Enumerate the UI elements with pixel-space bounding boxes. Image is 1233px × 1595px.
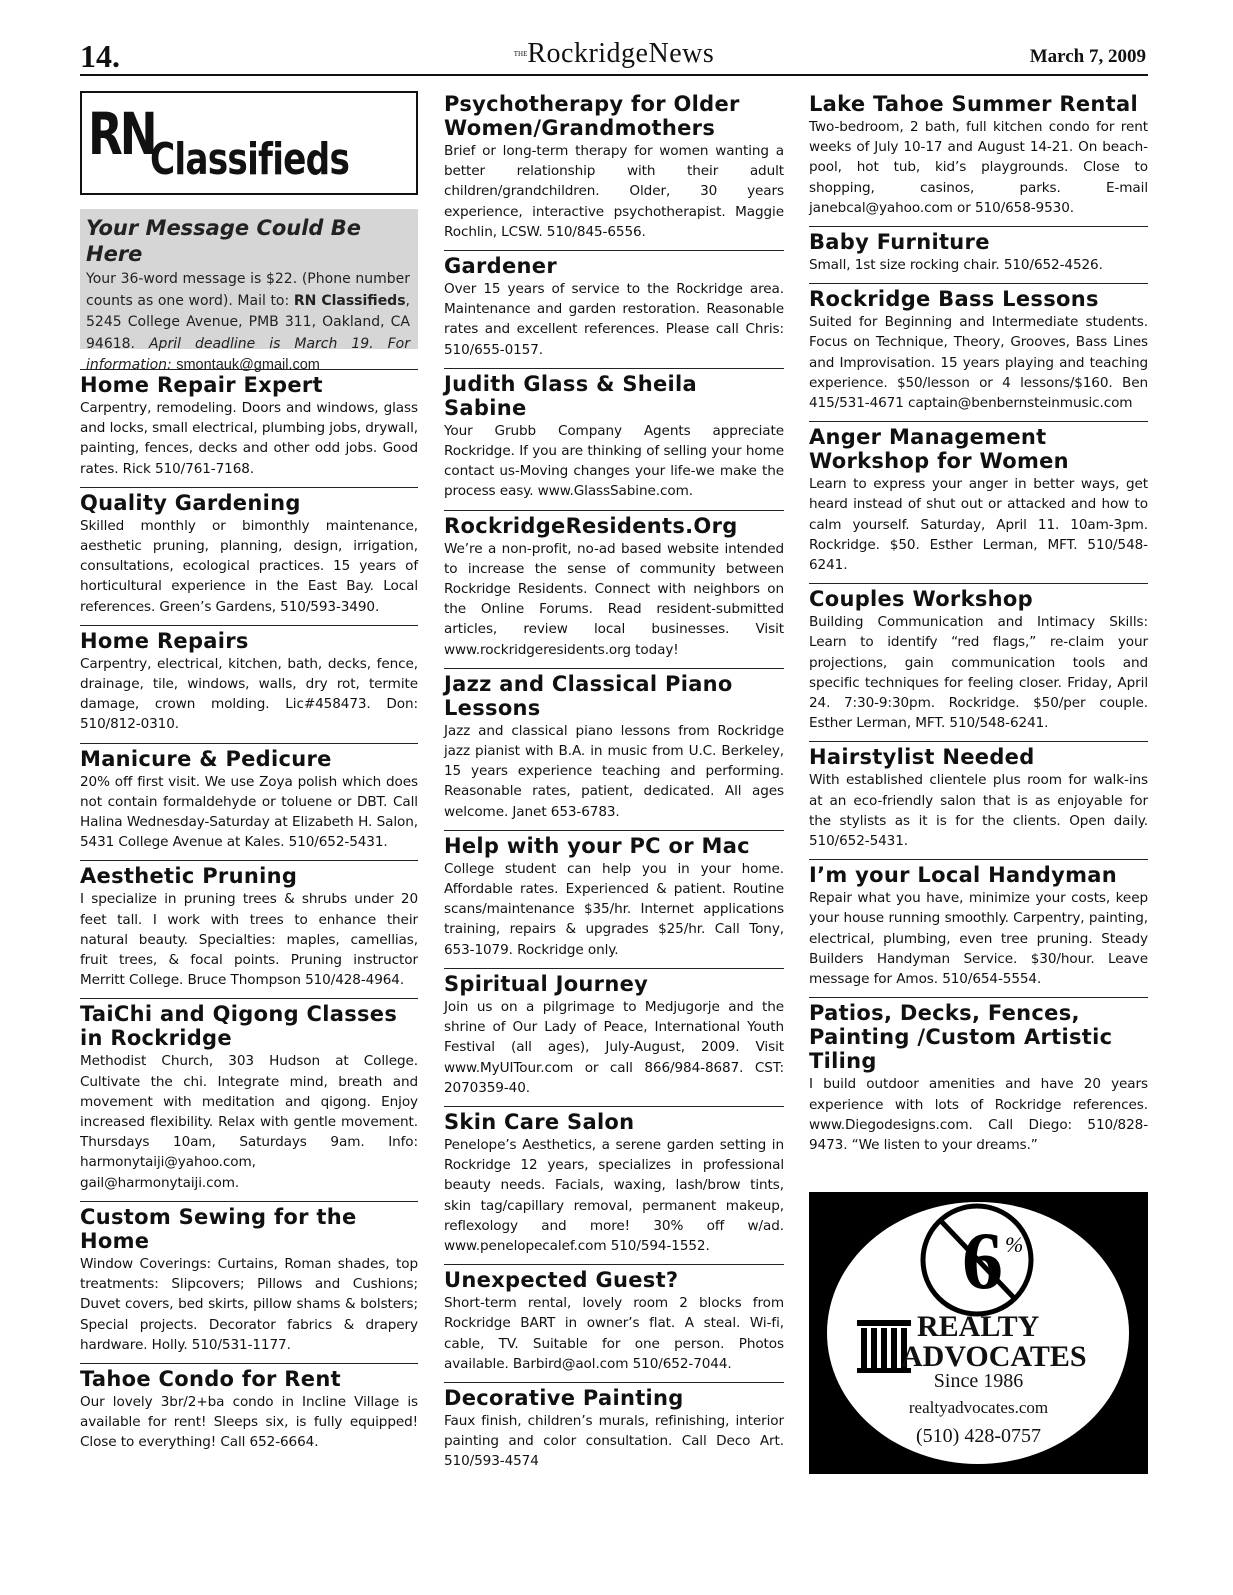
- ad-body: Carpentry, electrical, kitchen, bath, decks, fence, drainage, tile, windows, walls, dry rot, termite damage, crown molding. Lic#458473. Don: 510/812-0310.: [80, 655, 418, 733]
- column-2: [444, 92, 784, 1480]
- classified-ad: [80, 998, 418, 1192]
- ad-body: Building Communication and Intimacy Skills: Learn to identify “red flags,” re-claim your projections, gain communication tools and specific techniques for feeling closer. Friday, April 24. 7:30-9:30pm. Rockridge. $50/per couple. Esther Lerman, MFT. 510/548-6241.: [809, 614, 1148, 732]
- ad-body: Window Coverings: Curtains, Roman shades, top treatments: Slipcovers; Pillows and Cushions; Duvet covers, bed skirts, pillow shams & bolsters; Special projects. Decorator fabrics & drapery hardware. Holly. 510/531-1177.: [80, 1255, 418, 1353]
- ad-body: Faux finish, children’s murals, refinishing, interior painting and color consultation. Call Deco Art. 510/593-4574: [444, 1412, 784, 1470]
- classified-ad: [80, 487, 418, 617]
- ad-body: Carpentry, remodeling. Doors and windows, glass and locks, small electrical, plumbing jobs, drywall, painting, fences, decks and other odd jobs. Good rates. Rick 510/761-7168.: [80, 400, 418, 477]
- ad-title: Help with your PC or Mac: [444, 833, 750, 858]
- classified-ad: [444, 830, 784, 960]
- ad-title: Decorative Painting: [444, 1385, 684, 1410]
- ad-title: Couples Workshop: [809, 587, 1033, 612]
- column-1: [80, 92, 418, 1461]
- classified-ad: [809, 92, 1148, 218]
- promo-deadline: April deadline is March 19. For information:: [86, 335, 410, 373]
- classified-ad: [809, 283, 1148, 413]
- promo-title: Your Message Could Be Here: [86, 216, 362, 266]
- page-date: March 7, 2009: [1029, 46, 1146, 67]
- realty-url[interactable]: realtyadvocates.com: [908, 1398, 1049, 1417]
- logo-rn: RN: [88, 100, 155, 168]
- ad-title: Aesthetic Pruning: [80, 864, 298, 889]
- ad-title: Skin Care Salon: [444, 1109, 635, 1134]
- ad-body: Two-bedroom, 2 bath, full kitchen condo for rent weeks of July 10-17 and August 14-21. On beach- pool, hot tub, kid’s playgrounds. Close to shopping, casinos, parks. E-mail janebcal@yahoo.com or 510/658-9530.: [809, 119, 1148, 216]
- promo-bold: RN Classifieds: [293, 292, 406, 309]
- brand-line-1: REALTY: [917, 1310, 1040, 1343]
- promo-box: [80, 209, 418, 373]
- ad-title: Spiritual Journey: [444, 971, 649, 996]
- since-1986: Since 1986: [933, 1370, 1024, 1392]
- classified-ad: [80, 860, 418, 990]
- classified-ad: [80, 625, 418, 735]
- percent-glyph: %: [1005, 1232, 1024, 1257]
- ad-title: Rockridge Bass Lessons: [809, 287, 1099, 312]
- masthead-title: RockridgeNews: [527, 38, 715, 69]
- ad-body: I build outdoor amenities and have 20 years experience with lots of Rockridge references. www.Diegodesigns.com. Call Diego: 510/828-9473. “We listen to your dreams.”: [809, 1076, 1148, 1153]
- classified-ad: [444, 1382, 784, 1472]
- ad-body: Join us on a pilgrimage to Medjugorje and the shrine of Our Lady of Peace, International Youth Festival (all ages), July-August, 2009. Visit www.MyUITour.com or call 866/984-8687. CST: 2070359-40.: [444, 998, 784, 1096]
- logo-classifieds: Classifieds: [150, 134, 350, 185]
- classifieds-logo: [80, 91, 418, 195]
- classified-ad: [444, 250, 784, 360]
- ad-title: Quality Gardening: [80, 490, 301, 515]
- classified-ad: [80, 369, 418, 479]
- classified-ad: [809, 997, 1148, 1155]
- masthead-the: THE: [513, 50, 528, 58]
- ad-body: Your Grubb Company Agents appreciate Rockridge. If you are thinking of selling your home contact us-Moving changes your life-we make the process easy. www.GlassSabine.com.: [444, 422, 784, 500]
- ad-list-1: [80, 369, 418, 1453]
- column-3: [809, 92, 1148, 1163]
- ad-body: Jazz and classical piano lessons from Rockridge jazz pianist with B.A. in music from U.C. Berkeley, 15 years experience teaching and performing. Reasonable rates, patient, dedicated. All ages welcome. Janet 653-6783.: [444, 722, 784, 820]
- classified-ad: [444, 1106, 784, 1256]
- masthead: [80, 38, 1148, 70]
- classified-ad: [444, 668, 784, 822]
- ad-title: Psychotherapy for Older Women/Grandmothers: [444, 92, 740, 140]
- ad-title: Hairstylist Needed: [809, 745, 1035, 770]
- ad-title: Lake Tahoe Summer Rental: [809, 92, 1138, 116]
- ad-body: Short-term rental, lovely room 2 blocks from Rockridge BART in owner’s flat. A steal. Wi-fi, cable, TV. Suitable for one person. Photos available. Barbird@aol.com 510/652-7044.: [444, 1295, 784, 1372]
- ad-title: TaiChi and Qigong Classes in Rockridge: [80, 1002, 398, 1051]
- ad-title: Home Repair Expert: [80, 373, 323, 397]
- promo-text-1: Your 36-word message is $22. (Phone number counts as one word). Mail to:: [86, 271, 410, 309]
- ad-title: Custom Sewing for the Home: [80, 1204, 357, 1253]
- classified-ad: [809, 421, 1148, 575]
- ad-title: Judith Glass & Sheila Sabine: [444, 371, 698, 420]
- ad-title: Home Repairs: [80, 628, 249, 653]
- ad-body: With established clientele plus room for walk-ins at an eco-friendly salon that is as enjoyable for the stylists as it is for the clients. Open daily. 510/652-5431.: [809, 772, 1148, 850]
- classified-ad: [809, 583, 1148, 733]
- realty-phone: (510) 428-0757: [916, 1425, 1041, 1447]
- classified-ad: [444, 968, 784, 1098]
- ad-list-3: [809, 92, 1148, 1155]
- classified-ad: [444, 92, 784, 242]
- classified-ad: [809, 859, 1148, 989]
- page-header: [80, 38, 1148, 76]
- ad-body: Repair what you have, minimize your costs, keep your house running smoothly. Carpentry, painting, electrical, plumbing, even tree pruning. Steady Builders Handyman Service. $30/hour. Leave message for Amos. 510/654-5554.: [809, 890, 1148, 988]
- promo-text-2: , 5245 College Avenue, PMB 311, Oakland, CA 94618.: [86, 292, 410, 352]
- brand-line-2: ADVOCATES: [901, 1340, 1087, 1373]
- classified-ad: [80, 1201, 418, 1355]
- classified-ad: [809, 226, 1148, 275]
- ad-title: Unexpected Guest?: [444, 1268, 679, 1293]
- ad-title: Tahoe Condo for Rent: [80, 1366, 341, 1391]
- ad-body: 20% off first visit. We use Zoya polish which does not contain formaldehyde or toluene or DBT. Call Halina Wednesday-Saturday at Elizabeth H. Salon, 5431 College Avenue at Kales. 510/652-5431.: [80, 773, 418, 851]
- classified-ad: [809, 741, 1148, 851]
- ad-body: Penelope’s Aesthetics, a serene garden setting in Rockridge 12 years, specializes in professional beauty needs. Facials, waxing, lash/brow tints, skin tag/capillary removal, permanent makeup, reflexology and more! 30% off w/ad. www.penelopecalef.com 510/594-1552.: [444, 1136, 784, 1254]
- ad-body: I specialize in pruning trees & shrubs under 20 feet tall. I work with trees to enhance their natural beauty. Specialties: maples, camellias, fruit trees, & focal points. Pruning instructor Merritt College. Bruce Thompson 510/428-4964.: [80, 891, 418, 989]
- ad-body: We’re a non-profit, no-ad based website intended to increase the sense of community between Rockridge Residents. Connect with neighbors on the Online Forums. Read resident-submitted articles, review local businesses. Visit www.rockridgeresidents.org today!: [444, 540, 784, 658]
- ad-title: Baby Furniture: [809, 230, 990, 255]
- ad-body: Suited for Beginning and Intermediate students. Focus on Technique, Theory, Grooves, Bass Lines and Improvisation. 15 years playing and teaching experience. $50/lesson or 4 lessons/$160. Ben 415/531-4671 captain@benbernsteinmusic.com: [809, 314, 1148, 412]
- ad-title: Gardener: [444, 254, 557, 279]
- ad-body: Learn to express your anger in better ways, get heard instead of shut out or attacked and how to calm yourself. Saturday, April 11. 10am-3pm. Rockridge. $50. Esther Lerman, MFT. 510/548-6241.: [809, 476, 1148, 574]
- ad-list-2: [444, 92, 784, 1472]
- ad-title: I’m your Local Handyman: [809, 863, 1117, 888]
- ad-body: College student can help you in your home. Affordable rates. Experienced & patient. Routine scans/maintenance $35/hr. Internet applications training, repairs & upgrades $25/hr. Call Tony, 653-1079. Rockridge only.: [444, 860, 784, 958]
- ad-body: Brief or long-term therapy for women wanting a better relationship with their adult children/grandchildren. Older, 30 years experience, interactive psychotherapist. Maggie Rochlin, LCSW. 510/845-6556.: [444, 143, 784, 240]
- promo-email[interactable]: smontauk@gmail.com: [176, 357, 320, 373]
- classified-ad: [80, 1363, 418, 1453]
- realty-advocates-ad[interactable]: [809, 1192, 1148, 1474]
- ad-title: RockridgeResidents.Org: [444, 513, 738, 538]
- ad-title: Manicure & Pedicure: [80, 746, 332, 771]
- six-glyph: 6: [962, 1215, 1003, 1306]
- ad-body: Our lovely 3br/2+ba condo in Incline Village is available for rent! Sleeps six, is fully equipped! Close to everything! Call 652-6664.: [80, 1393, 418, 1451]
- page-number: 14.: [80, 38, 120, 74]
- classified-ad: [444, 510, 784, 660]
- ad-body: Methodist Church, 303 Hudson at College. Cultivate the chi. Integrate mind, breath and movement with meditation and qigong. Enjoy increased flexibility. Relax with gentle movement. Thursdays 10am, Saturdays 9am. Info: harmonytaiji@yahoo.com, gail@harmonytaiji.com.: [80, 1053, 418, 1191]
- classified-ad: [444, 1264, 784, 1374]
- ad-body: Small, 1st size rocking chair. 510/652-4526.: [809, 257, 1103, 274]
- classified-ad: [444, 368, 784, 502]
- ad-body: Over 15 years of service to the Rockridge area. Maintenance and garden restoration. Reasonable rates and excellent references. Please call Chris: 510/655-0157.: [444, 281, 784, 358]
- ad-title: Patios, Decks, Fences, Painting /Custom Artistic Tiling: [809, 1001, 1113, 1074]
- classified-ad: [80, 743, 418, 853]
- ad-body: Skilled monthly or bimonthly maintenance, aesthetic pruning, planning, design, irrigation, consultations, ecological practices. 15 years of horticultural experience in the East Bay. Local references. Green’s Gardens, 510/593-3490.: [80, 517, 418, 615]
- ad-title: Jazz and Classical Piano Lessons: [444, 671, 733, 720]
- ad-title: Anger Management Workshop for Women: [809, 425, 1069, 474]
